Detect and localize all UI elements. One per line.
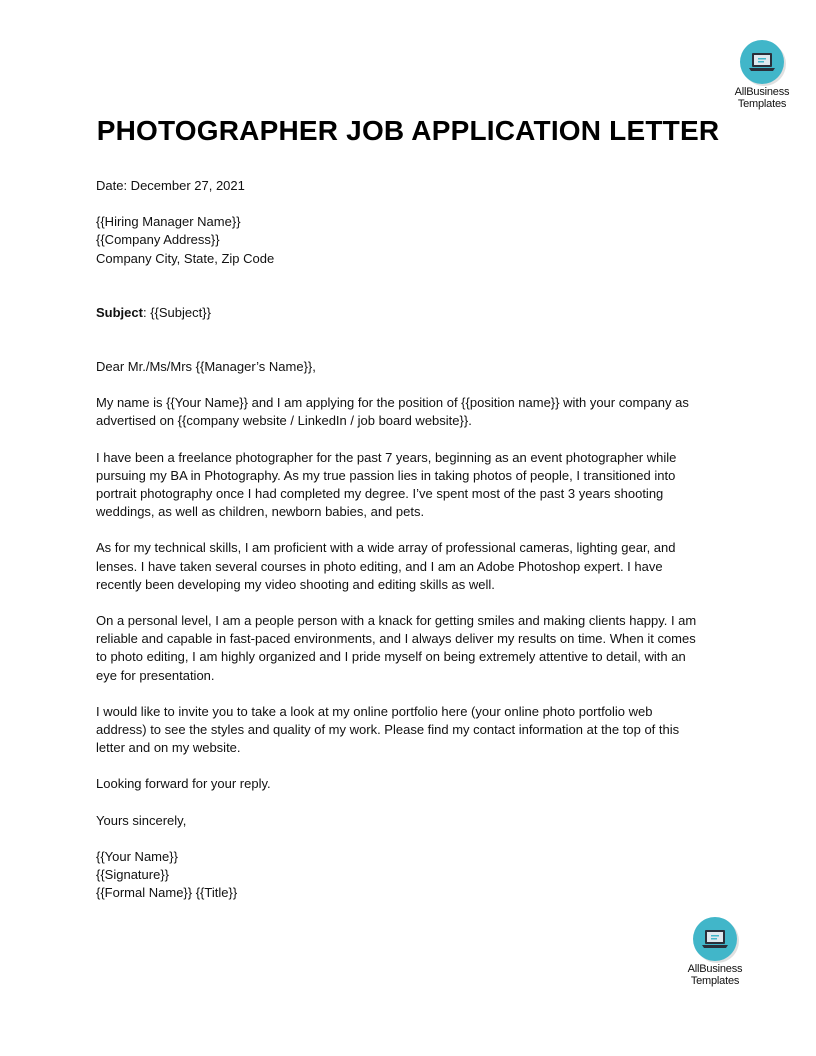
paragraph-line: I would like to invite you to take a look at my online portfolio here (your online photo portfolio web	[96, 703, 653, 719]
paragraph-line: weddings, as well as children, newborn babies, and pets.	[96, 504, 425, 520]
logo-badge	[693, 917, 737, 961]
recipient-block	[96, 213, 736, 268]
paragraph-line: address) to see the styles and quality of my work. Please find my contact information at the top of this	[96, 722, 680, 738]
logo-text-line1: AllBusiness	[734, 86, 790, 98]
paragraph-line: eye for presentation.	[96, 667, 215, 683]
logo-badge	[740, 40, 784, 84]
paragraph-line: to photo editing, I am highly organized and I pride myself on being extremely attentive to detail, with an	[96, 649, 686, 665]
signature-formal-title: {{Formal Name}} {{Title}}	[96, 885, 238, 901]
recipient-city: Company City, State, Zip Code	[96, 250, 275, 266]
recipient-address: {{Company Address}}	[96, 232, 220, 248]
document-title: PHOTOGRAPHER JOB APPLICATION LETTER	[96, 115, 720, 146]
logo-text	[727, 86, 797, 110]
paragraph-skills	[96, 539, 736, 594]
paragraph-line: recently been developing my video shooting and editing skills as well.	[96, 576, 495, 592]
laptop-icon	[702, 928, 728, 950]
logo-text-line2: Templates	[737, 98, 787, 110]
signature-field: {{Signature}}	[96, 867, 170, 883]
paragraph-line: As for my technical skills, I am proficient with a wide array of professional cameras, lighting gear, and	[96, 540, 676, 556]
letter-date: Date: December 27, 2021	[96, 178, 245, 193]
laptop-icon	[749, 51, 775, 73]
paragraph-line: advertised on {{company website / LinkedIn / job board website}}.	[96, 413, 472, 429]
paragraph-line: My name is {{Your Name}} and I am applying for the position of {{position name}} with your company as	[96, 395, 689, 411]
paragraph-personal	[96, 612, 736, 685]
brand-logo-top	[727, 40, 797, 110]
recipient-name: {{Hiring Manager Name}}	[96, 214, 241, 230]
paragraph-line: lenses. I have taken several courses in photo editing, and I am an Adobe Photoshop expert. I have	[96, 558, 663, 574]
paragraph-intro	[96, 394, 736, 430]
salutation: Dear Mr./Ms/Mrs {{Manager’s Name}},	[96, 359, 316, 375]
paragraph-line: pursuing my BA in Photography. As my true passion lies in taking photos of people, I transitioned into	[96, 467, 676, 483]
paragraph-line: portrait photography once I had completed my degree. I’ve spent most of the past 3 years shooting	[96, 486, 664, 502]
subject-line	[96, 304, 736, 322]
paragraph-line: letter and on my website.	[96, 740, 241, 756]
signature-name: {{Your Name}}	[96, 848, 178, 864]
paragraph-portfolio	[96, 703, 736, 758]
subject-label: Subject	[96, 304, 143, 320]
paragraph-line: On a personal level, I am a people person with a knack for getting smiles and making clients happy. I am	[96, 613, 697, 629]
paragraph-experience	[96, 449, 736, 522]
sign-off: Yours sincerely,	[96, 812, 187, 828]
logo-text-line2: Templates	[690, 975, 740, 987]
letter-body	[96, 177, 736, 902]
paragraph-line: reliable and capable in fast-paced environments, and I always deliver my results on time. When it comes	[96, 631, 696, 647]
logo-text-line1: AllBusiness	[687, 963, 743, 975]
logo-text	[680, 963, 750, 987]
subject-value: : {{Subject}}	[142, 304, 211, 320]
paragraph-line: I have been a freelance photographer for the past 7 years, beginning as an event photographer while	[96, 449, 677, 465]
closing-line: Looking forward for your reply.	[96, 776, 271, 792]
signature-block	[96, 848, 736, 903]
brand-logo-bottom	[680, 917, 750, 987]
